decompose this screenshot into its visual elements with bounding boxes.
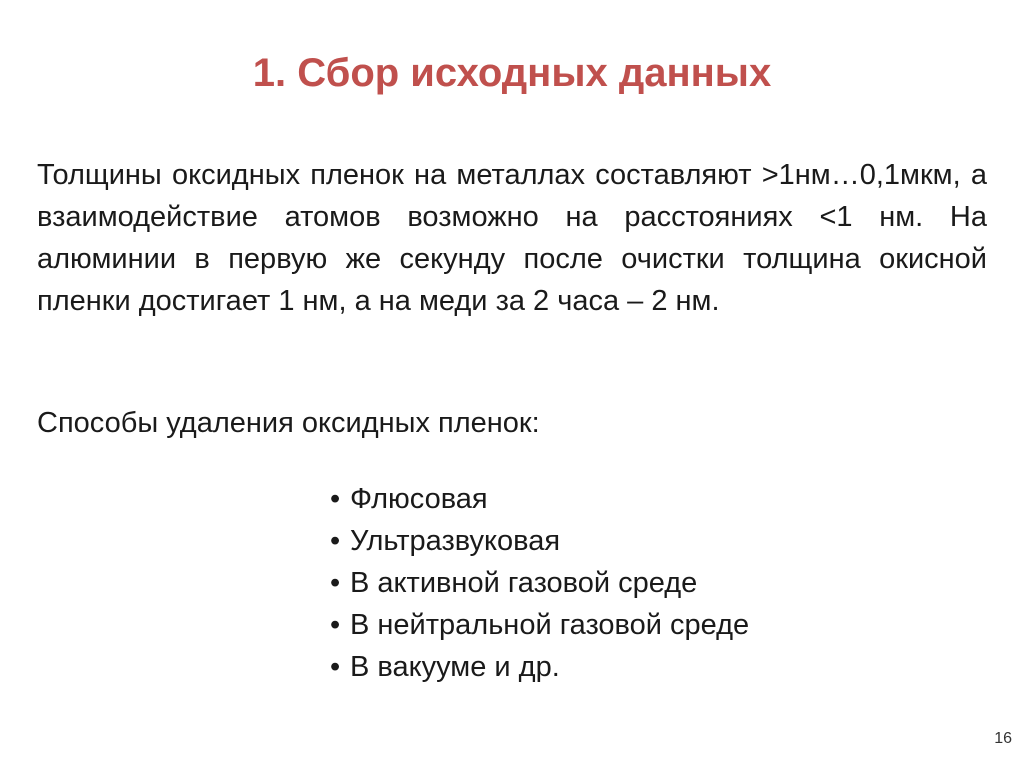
method-label: Флюсовая bbox=[350, 483, 488, 515]
list-item bbox=[330, 520, 749, 562]
list-item bbox=[330, 604, 749, 646]
list-item bbox=[330, 562, 749, 604]
bullet-icon: • bbox=[330, 483, 341, 515]
bullet-icon: • bbox=[330, 525, 341, 557]
method-label: В нейтральной газовой среде bbox=[350, 609, 750, 641]
bullet-icon: • bbox=[330, 651, 341, 683]
list-item bbox=[330, 646, 749, 688]
page-number: 16 bbox=[994, 730, 1012, 747]
list-item bbox=[330, 478, 749, 520]
methods-list bbox=[330, 478, 749, 688]
bullet-icon: • bbox=[330, 609, 341, 641]
bullet-icon: • bbox=[330, 567, 341, 599]
method-label: В вакууме и др. bbox=[350, 651, 560, 683]
slide-title: 1. Сбор исходных данных bbox=[252, 51, 772, 95]
method-label: В активной газовой среде bbox=[350, 567, 698, 599]
methods-heading: Способы удаления оксидных пленок: bbox=[37, 407, 540, 439]
method-label: Ультразвуковая bbox=[350, 525, 561, 557]
intro-paragraph: Толщины оксидных пленок на металлах составляют >1нм…0,1мкм, а взаимодействие атомов возможно на расстояниях <1 нм. На алюминии в первую же секунду после очистки толщина окисной пленки достигает 1 нм, а на меди за 2 часа – 2 нм. bbox=[37, 159, 987, 317]
